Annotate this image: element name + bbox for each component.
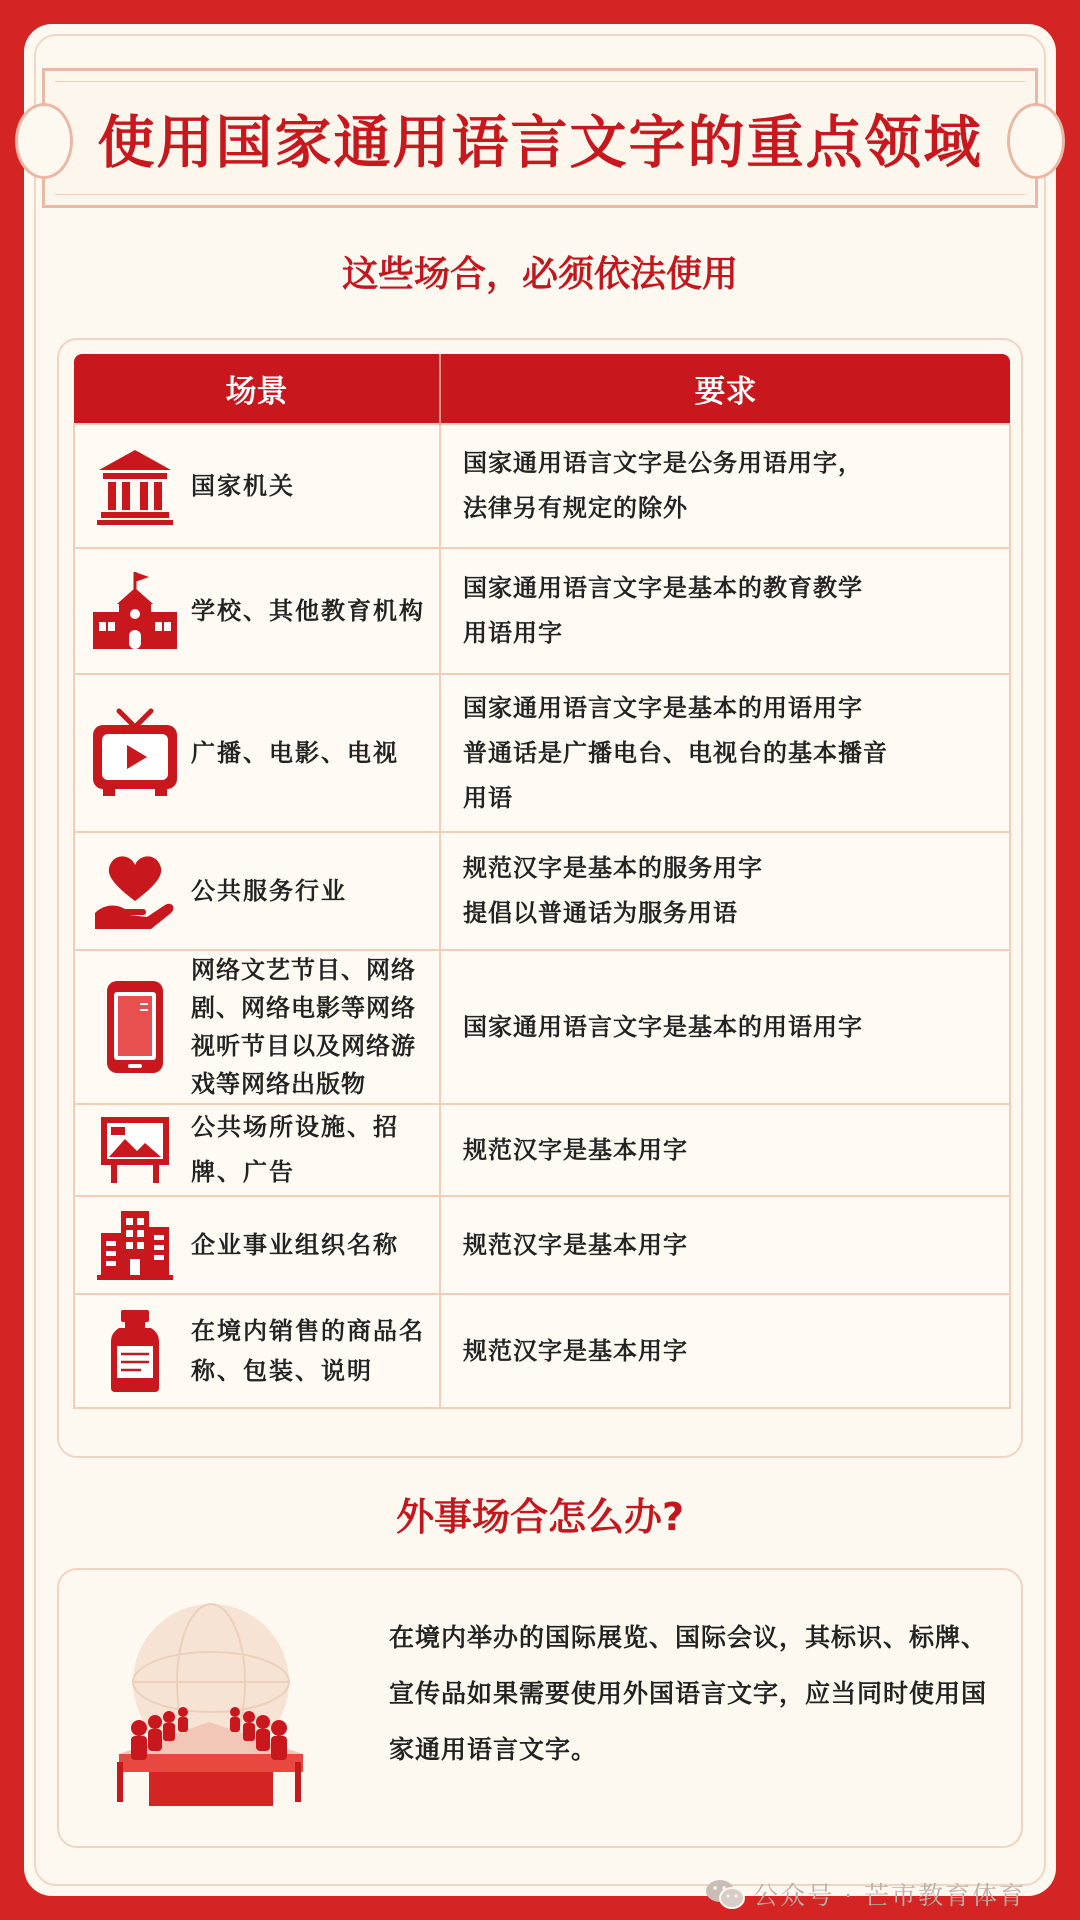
column-header-scene: 场景 [74,354,440,424]
scene-label: 公共服务行业 [191,876,347,905]
footer-text: 公众号 · 芒市教育体育 [753,1881,1026,1910]
requirement-cell: 规范汉字是基本用字 [440,1104,1010,1196]
table-row [74,832,1010,950]
section-heading-required: 这些场合，必须依法使用 [341,254,738,295]
scene-cell [74,674,440,832]
scene-label: 学校、其他教育机构 [191,596,425,625]
scene-label: 企业事业组织名称 [191,1230,399,1259]
medicine-bottle-icon [109,1308,161,1394]
requirements-table [73,354,1011,1409]
section-heading-foreign-affairs: 外事场合怎么办? [395,1495,685,1539]
requirement-cell: 国家通用语言文字是基本的教育教学 用语用字 [440,548,1010,674]
television-icon [89,707,181,799]
scene-label: 国家机关 [191,471,295,500]
table-row [74,1294,1010,1408]
scene-cell [74,1196,440,1294]
title-frame [42,68,1038,208]
government-building-icon [95,446,175,526]
scene-cell [74,1294,440,1408]
column-header-requirement: 要求 [440,354,1010,424]
heart-hand-icon [91,849,179,933]
requirement-cell: 规范汉字是基本的服务用字 提倡以普通话为服务用语 [440,832,1010,950]
requirement-cell: 国家通用语言文字是公务用语用字， 法律另有规定的除外 [440,424,1010,548]
scene-cell [74,548,440,674]
table-row [74,674,1010,832]
wechat-icon [705,1878,745,1910]
scene-label: 在境内销售的商品名称、包装、说明 [191,1317,425,1385]
scene-cell [74,424,440,548]
requirement-cell: 规范汉字是基本用字 [440,1196,1010,1294]
foreign-affairs-text: 在境内举办的国际展览、国际会议，其标识、标牌、宣传品如果需要使用外国语言文字，应当同时使用国家通用语言文字。 [389,1623,988,1764]
mobile-phone-icon [104,978,166,1076]
requirements-card [57,338,1023,1458]
scene-cell [74,832,440,950]
scene-cell [74,1104,440,1196]
table-row [74,424,1010,548]
scene-cell [74,950,440,1104]
requirement-cell: 国家通用语言文字是基本的用语用字 [440,950,1010,1104]
page-title: 使用国家通用语言文字的重点领域 [97,110,983,176]
table-row [74,1196,1010,1294]
table-row [74,1104,1010,1196]
scene-label: 公共场所设施、招牌、广告 [191,1113,399,1186]
scene-label: 网络文艺节目、网络剧、网络电影等网络视听节目以及网络游戏等网络出版物 [191,956,416,1098]
requirement-cell: 国家通用语言文字是基本的用语用字 普通话是广播电台、电视台的基本播音 用语 [440,674,1010,832]
office-building-icon [97,1209,173,1281]
foreign-affairs-card [57,1568,1023,1848]
billboard-icon [99,1115,171,1185]
scene-label: 广播、电影、电视 [191,738,399,767]
table-header-row [74,354,1010,424]
footer-source [705,1876,1026,1912]
requirement-cell: 规范汉字是基本用字 [440,1294,1010,1408]
poster [24,24,1056,1910]
table-row [74,548,1010,674]
international-conference-illustration [89,1594,359,1824]
school-icon [91,570,179,652]
table-row [74,950,1010,1104]
